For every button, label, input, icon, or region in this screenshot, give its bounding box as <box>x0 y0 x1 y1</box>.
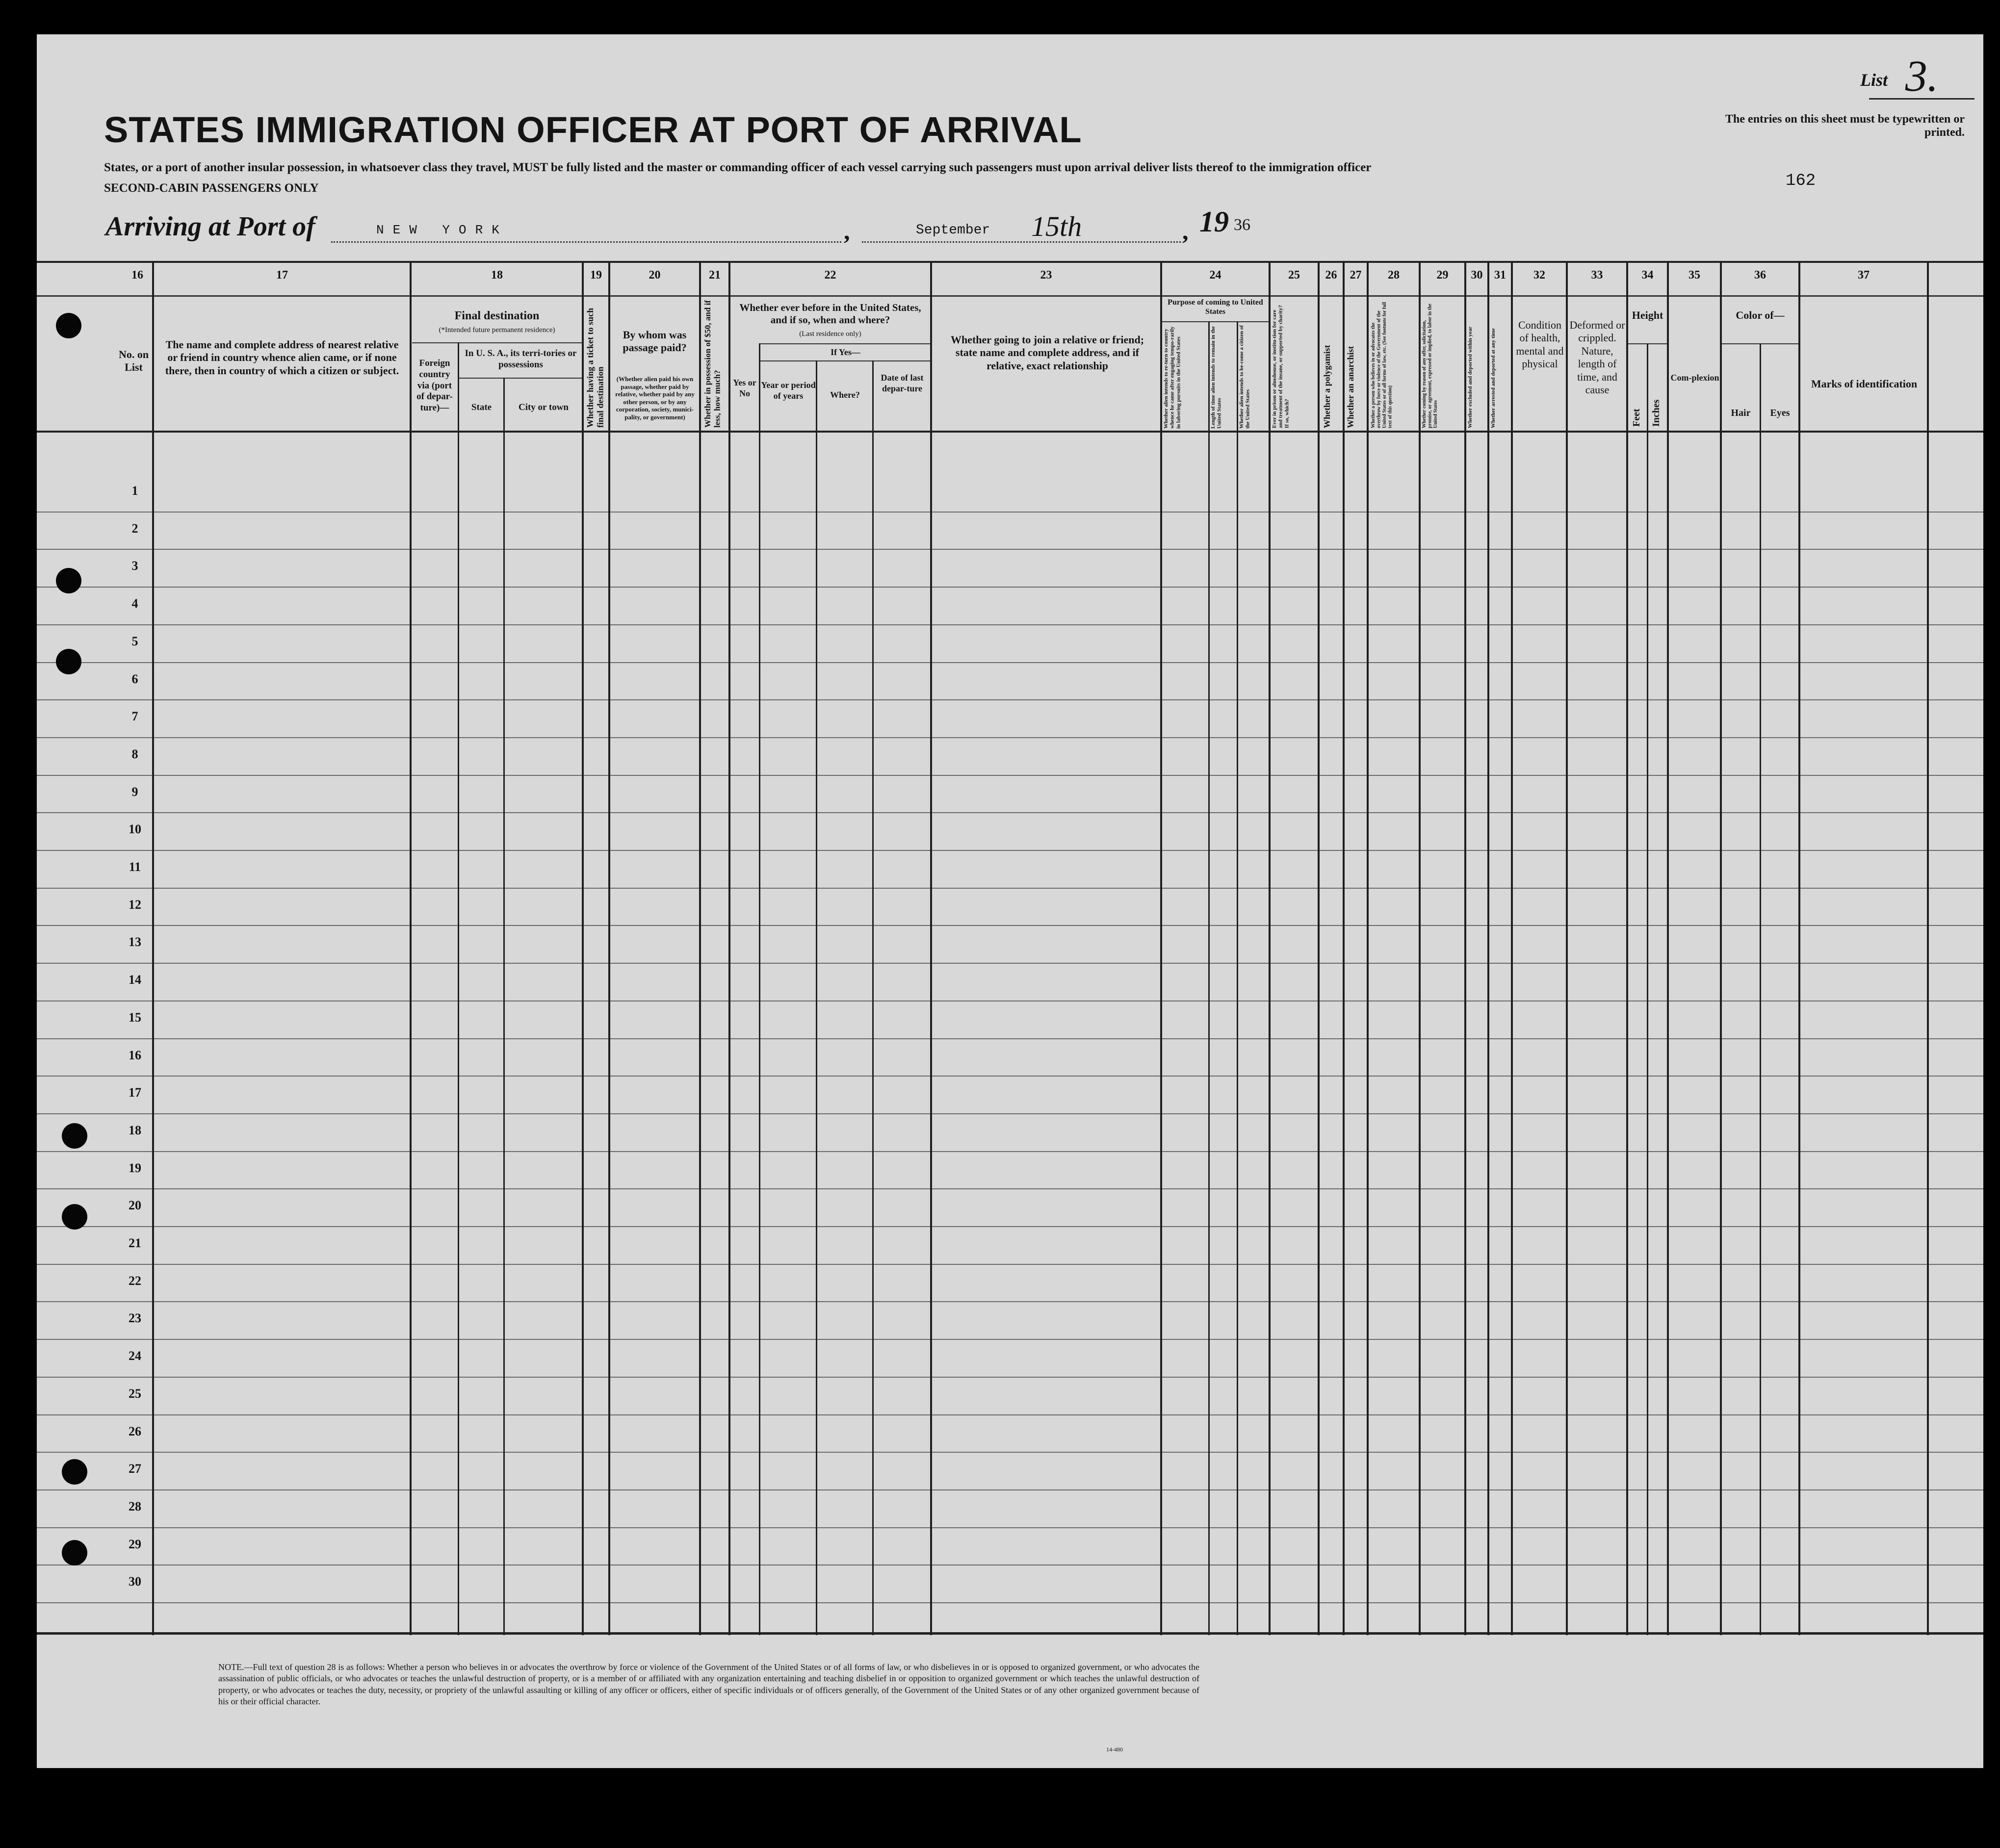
colnum-33: 33 <box>1591 269 1603 282</box>
hdr-passage-note: (Whether alien paid his own passage, whether paid by relative, whether paid by any other person, or by any corporation, society, munici-pality, or government) <box>615 375 695 421</box>
col-line-24b <box>1237 321 1238 1635</box>
col-line-19 <box>608 262 610 1635</box>
hdr-state: State <box>471 402 492 412</box>
hdr-where: Where? <box>830 390 860 400</box>
row-number: 6 <box>131 671 138 686</box>
hdr-yes-no: Yes or No <box>733 378 756 398</box>
row-number: 12 <box>129 897 141 912</box>
colnum-17: 17 <box>276 269 288 282</box>
row-rule <box>37 587 1983 588</box>
hdr-in-usa: In U. S. A., its terri-tories or possessions <box>465 348 577 370</box>
colnum-25: 25 <box>1288 269 1300 282</box>
row-rule <box>37 1301 1983 1302</box>
rule-c18 <box>412 342 582 343</box>
row-rule <box>37 624 1983 625</box>
row-rule <box>37 775 1983 776</box>
row-number: 22 <box>129 1273 141 1288</box>
hdr-purpose-return: Whether alien intends to re-turn to country whence he came after engaging tempo-rarily in laboring pursuits in the United States <box>1163 326 1182 429</box>
hdr-complexion: Com-plexion <box>1670 373 1719 383</box>
row-number: 13 <box>129 935 141 950</box>
cabin-class: SECOND-CABIN PASSENGERS ONLY <box>104 181 319 195</box>
row-rule <box>37 1339 1983 1340</box>
rule-c22-ifyes <box>759 360 930 361</box>
col-line-24 <box>1269 262 1271 1635</box>
row-number: 1 <box>131 484 138 498</box>
colnum-36: 36 <box>1754 269 1766 282</box>
comma-2: , <box>1182 217 1189 245</box>
col-line-24a <box>1208 321 1210 1635</box>
row-number: 26 <box>129 1424 141 1438</box>
sheet-number: 162 <box>1786 172 1816 190</box>
arriving-label: Arriving at Port of <box>105 211 315 242</box>
hdr-excluded: Whether excluded and deported within year <box>1467 326 1473 428</box>
row-number: 29 <box>129 1537 141 1551</box>
row-rule <box>37 925 1983 926</box>
hdr-eyes: Eyes <box>1770 408 1790 418</box>
row-rule <box>37 1527 1983 1528</box>
rule-c24 <box>1160 321 1269 322</box>
row-number: 23 <box>129 1311 141 1326</box>
punch-hole <box>62 1540 87 1566</box>
row-number: 24 <box>129 1349 141 1363</box>
hdr-join-relative: Whether going to join a relative or friend; state name and complete address, and if relative, exact relationship <box>950 334 1144 372</box>
row-number: 2 <box>131 521 138 536</box>
row-number: 27 <box>129 1462 141 1476</box>
col-line-36 <box>1798 262 1800 1635</box>
row-rule <box>37 1226 1983 1227</box>
row-number: 16 <box>129 1048 141 1062</box>
comma: , <box>844 217 850 245</box>
punch-hole <box>62 1123 87 1149</box>
col-line-30 <box>1487 262 1489 1635</box>
row-number: 11 <box>129 860 141 874</box>
row-rule <box>37 1188 1983 1189</box>
row-number: 28 <box>129 1499 141 1514</box>
hdr-prison: Ever in prison or almshouse, or institu-tion for care and treatment of the insane, or supported by charity? If so, which? <box>1272 305 1290 428</box>
col-line-26 <box>1343 262 1345 1635</box>
col-line-27 <box>1367 262 1369 1635</box>
rule-c22 <box>759 343 930 344</box>
col-line-34a <box>1647 343 1648 1635</box>
header-bottom-border <box>37 431 1983 433</box>
row-rule <box>37 812 1983 813</box>
row-number: 3 <box>131 559 138 573</box>
colnum-31: 31 <box>1494 269 1506 282</box>
row-rule <box>37 1377 1983 1378</box>
hdr-foreign-country: Foreign country via (port of depar-ture)— <box>416 358 453 413</box>
row-rule <box>37 963 1983 964</box>
colnum-23: 23 <box>1040 269 1052 282</box>
punch-hole <box>56 649 81 674</box>
col-line-34 <box>1667 262 1669 1635</box>
port-field <box>331 220 841 243</box>
date-field <box>862 210 1181 243</box>
col-line-28 <box>1419 262 1421 1635</box>
hdr-ever-before: Whether ever before in the United States, and if so, when and where? <box>739 302 921 326</box>
year-prefix: 19 <box>1199 205 1229 238</box>
manifest-sheet <box>37 34 1983 1768</box>
row-rule <box>37 1076 1983 1077</box>
hdr-height: Height <box>1632 309 1663 321</box>
colnum-30: 30 <box>1471 269 1483 282</box>
row-rule <box>37 699 1983 700</box>
col-line-33 <box>1626 262 1628 1635</box>
hdr-fifty-dollars: Whether in possession of $50, and if less, how much? <box>703 300 722 428</box>
row-rule <box>37 737 1983 738</box>
col-line-37 <box>1927 262 1929 1635</box>
hdr-marks: Marks of identification <box>1811 378 1918 390</box>
row-rule <box>37 888 1983 889</box>
col-line-18 <box>582 262 584 1635</box>
col-line-35 <box>1720 262 1722 1635</box>
row-number: 15 <box>129 1010 141 1025</box>
rule-c36 <box>1720 343 1798 344</box>
colnum-19: 19 <box>590 269 602 282</box>
punch-hole <box>56 313 81 338</box>
row-rule <box>37 1264 1983 1265</box>
hdr-passage-paid: By whom was passage paid? <box>623 329 687 354</box>
row-number: 5 <box>131 634 138 648</box>
row-rule <box>37 1602 1983 1603</box>
col-line-17 <box>410 262 412 1635</box>
row-number: 30 <box>129 1574 141 1589</box>
typewritten-note: The entries on this sheet must be typewritten or printed. <box>1725 113 1965 139</box>
row-number: 14 <box>129 973 141 987</box>
colnum-35: 35 <box>1688 269 1700 282</box>
hdr-date-departure: Date of last depar-ture <box>881 373 924 393</box>
table-bottom-border <box>37 1632 1983 1635</box>
hdr-final-destination: Final destination <box>454 309 540 322</box>
row-rule <box>37 1452 1983 1453</box>
hdr-purpose-length: Length of time alien intends to remain in the United States <box>1210 326 1222 429</box>
hdr-purpose-citizen: Whether alien intends to be-come a citizen of the United States <box>1239 325 1251 429</box>
colnum-26: 26 <box>1325 269 1337 282</box>
col-line-29 <box>1464 262 1466 1635</box>
row-rule <box>37 1113 1983 1114</box>
port-value: NEW YORK <box>376 223 508 237</box>
subtitle: States, or a port of another insular possession, in whatsoever class they travel, MUST be fully listed and the master or commanding officer of each vessel carrying such passengers must upon arrival deliver lists thereof to the immigration officer <box>104 161 1372 174</box>
hdr-arrested: Whether arrested and deported at any time <box>1490 328 1496 428</box>
row-number: 10 <box>129 822 141 837</box>
colnum-37: 37 <box>1858 269 1870 282</box>
list-number: 3. <box>1869 55 1974 100</box>
hdr-hair: Hair <box>1731 408 1751 418</box>
row-rule <box>37 850 1983 851</box>
col-line-22c <box>872 360 874 1635</box>
colnum-21: 21 <box>709 269 721 282</box>
col-line-22 <box>930 262 932 1635</box>
row-rule <box>37 1151 1983 1152</box>
hdr-feet: Feet <box>1631 409 1642 427</box>
col-line-31 <box>1511 262 1513 1635</box>
hdr-no-on-list: No. on List <box>118 348 149 374</box>
row-number: 17 <box>129 1085 141 1100</box>
colnum-16: 16 <box>131 269 143 282</box>
punch-hole <box>62 1459 87 1485</box>
col-line-23 <box>1160 262 1162 1635</box>
hdr-offer-labor: Whether coming by reason of any offer, solicitation, promise, or agreement, expressed or implied, to labor in the United States <box>1422 304 1438 428</box>
col-line-25 <box>1318 262 1320 1635</box>
colnum-18: 18 <box>491 269 503 282</box>
row-number: 19 <box>129 1160 141 1175</box>
row-number: 21 <box>129 1236 141 1250</box>
col-line-36a <box>1760 343 1761 1635</box>
col-line-32 <box>1566 262 1568 1635</box>
colnum-27: 27 <box>1350 269 1362 282</box>
row-number: 7 <box>131 709 138 724</box>
hdr-purpose: Purpose of coming to United States <box>1168 298 1263 316</box>
row-number: 18 <box>129 1123 141 1137</box>
hdr-polygamist: Whether a polygamist <box>1322 345 1332 428</box>
hdr-color-of: Color of— <box>1736 309 1785 321</box>
punch-hole <box>56 568 81 593</box>
date-day: 15th <box>1031 210 1082 242</box>
row-rule <box>37 549 1983 550</box>
col-line-18a <box>458 342 459 1635</box>
row-number: 4 <box>131 596 138 611</box>
hdr-overthrow: Whether a person who believes in or advocates the overthrow by force or violence of the Government of the United States or of all forms of law, etc. (See footnote for full text of this question) <box>1371 302 1393 428</box>
hdr-city: City or town <box>518 402 569 412</box>
col-line-21 <box>728 262 730 1635</box>
row-rule <box>37 1038 1983 1039</box>
colnum-20: 20 <box>649 269 661 282</box>
page-title: STATES IMMIGRATION OFFICER AT PORT OF ARRIVAL <box>104 109 1082 150</box>
hdr-health: Condition of health, mental and physical <box>1516 319 1564 370</box>
rule-c18-usa <box>459 378 582 379</box>
col-line-22b <box>816 360 817 1635</box>
hdr-relative: The name and complete address of nearest relative or friend in country whence alien came, or if none there, then in country of which a citizen or subject. <box>165 338 399 377</box>
list-label: List <box>1860 70 1888 90</box>
hdr-last-residence: (Last residence only) <box>799 330 861 338</box>
row-rule <box>37 512 1983 513</box>
colnum-28: 28 <box>1388 269 1400 282</box>
row-rule <box>37 1489 1983 1490</box>
footnote: NOTE.—Full text of question 28 is as follows: Whether a person who believes in or advocates the overthrow by force or violence of the Government of the United States or of all forms of law, or who disbelieves in or is opposed to organized government, or who advocates the assassination of public officials, or who advocates or teaches the unlawful destruction of property, or is a member of or affiliated with any organization entertaining and teaching disbelief in or opposition to organized government or which teaches the unlawful destruction of property, or who advocates or teaches the duty, necessity, or propriety of the unlawful assaulting or killing of any officer or officers, either of specific individuals or of officers generally, of the Government of the United States or of any other organized government because of his or their official character. <box>218 1662 1199 1707</box>
hdr-final-destination-note: (*Intended future permanent residence) <box>439 326 555 334</box>
hdr-ticket: Whether having a ticket to such final destination <box>585 308 605 428</box>
year-suffix: 36 <box>1234 216 1250 234</box>
punch-hole <box>62 1204 87 1230</box>
colnum-32: 32 <box>1533 269 1545 282</box>
hdr-if-yes: If Yes— <box>831 347 860 357</box>
form-code: 14-480 <box>1106 1746 1123 1753</box>
row-number: 9 <box>131 784 138 799</box>
table-top-border <box>37 261 1983 263</box>
row-number: 20 <box>129 1198 141 1213</box>
hdr-year-period: Year or period of years <box>761 380 816 401</box>
col-line-22a <box>759 343 760 1635</box>
row-number: 8 <box>131 746 138 761</box>
row-rule <box>37 1565 1983 1566</box>
colnum-34: 34 <box>1641 269 1654 282</box>
row-rule <box>37 662 1983 663</box>
column-number-rule <box>37 295 1983 297</box>
hdr-anarchist: Whether an anarchist <box>1346 346 1355 428</box>
col-line-18b <box>503 378 505 1635</box>
colnum-24: 24 <box>1209 269 1221 282</box>
hdr-inches: Inches <box>1651 399 1662 427</box>
hdr-deformed: Deformed or crippled. Nature, length of time, and cause <box>1569 319 1625 396</box>
col-line-20 <box>699 262 701 1635</box>
colnum-29: 29 <box>1436 269 1449 282</box>
date-month: September <box>916 223 990 238</box>
row-number: 25 <box>129 1386 141 1401</box>
colnum-22: 22 <box>824 269 836 282</box>
row-rule <box>37 1414 1983 1415</box>
